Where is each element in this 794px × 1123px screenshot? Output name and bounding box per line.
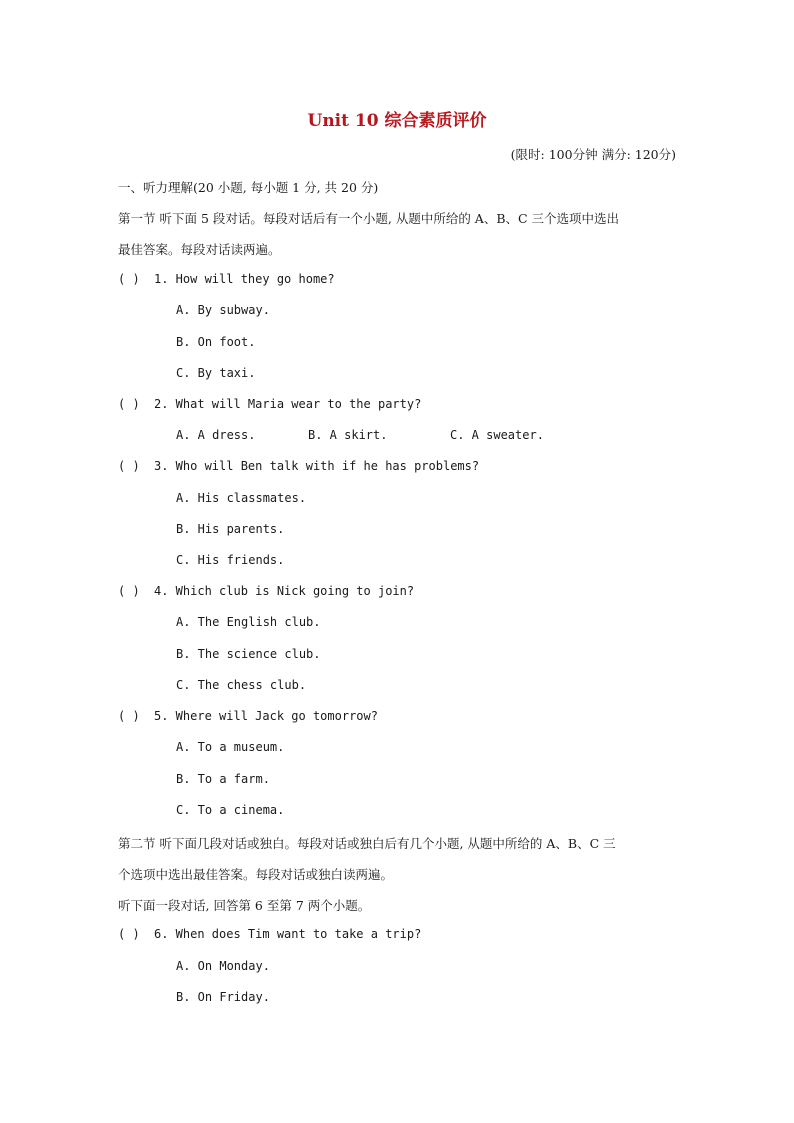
option-c: C. To a cinema. [176, 803, 285, 817]
option-b: B. On foot. [176, 335, 256, 349]
time-limit: (限时: 100分钟 满分: 120分) [510, 147, 676, 162]
question-1 [118, 272, 335, 286]
question-stem: 1. How will they go home? [154, 272, 335, 286]
question-6 [118, 927, 421, 941]
answer-blank[interactable]: ( ) [118, 709, 140, 723]
section-heading: 一、听力理解(20 小题, 每小题 1 分, 共 20 分) [118, 180, 379, 195]
option-b: B. To a farm. [176, 772, 270, 786]
question-4 [118, 584, 414, 598]
options-row [176, 428, 544, 442]
question-2 [118, 397, 421, 411]
option-a: A. By subway. [176, 303, 270, 317]
answer-blank[interactable]: ( ) [118, 459, 140, 473]
question-stem: 2. What will Maria wear to the party? [154, 397, 422, 411]
question-stem: 5. Where will Jack go tomorrow? [154, 709, 378, 723]
page-title: Unit 10 综合素质评价 [307, 111, 487, 131]
answer-blank[interactable]: ( ) [118, 272, 140, 286]
answer-blank[interactable]: ( ) [118, 927, 140, 941]
option-c: C. By taxi. [176, 366, 256, 380]
part2-instruction-line2: 个选项中选出最佳答案。每段对话或独白读两遍。 [118, 867, 394, 882]
option-a: A. His classmates. [176, 491, 307, 505]
answer-blank[interactable]: ( ) [118, 584, 140, 598]
option-c: C. The chess club. [176, 678, 307, 692]
option-c: C. His friends. [176, 553, 285, 567]
option-c: C. A sweater. [450, 428, 544, 442]
option-b: B. On Friday. [176, 990, 270, 1004]
question-5 [118, 709, 378, 723]
answer-blank[interactable]: ( ) [118, 397, 140, 411]
question-stem: 6. When does Tim want to take a trip? [154, 927, 422, 941]
option-a: A. On Monday. [176, 959, 270, 973]
question-stem: 4. Which club is Nick going to join? [154, 584, 415, 598]
option-a: A. The English club. [176, 615, 321, 629]
part2-dialogue-instruction: 听下面一段对话, 回答第 6 至第 7 两个小题。 [118, 898, 371, 913]
option-a: A. To a museum. [176, 740, 285, 754]
part1-instruction-line1: 第一节 听下面 5 段对话。每段对话后有一个小题, 从题中所给的 A、B、C 三个选项中选出 [118, 211, 620, 226]
part1-instruction-line2: 最佳答案。每段对话读两遍。 [118, 242, 281, 257]
option-b: B. The science club. [176, 647, 321, 661]
option-a: A. A dress. [176, 428, 256, 442]
question-stem: 3. Who will Ben talk with if he has problems? [154, 459, 480, 473]
option-b: B. His parents. [176, 522, 285, 536]
part2-instruction-line1: 第二节 听下面几段对话或独白。每段对话或独白后有几个小题, 从题中所给的 A、B、C 三 [118, 836, 616, 851]
question-3 [118, 459, 479, 473]
option-b: B. A skirt. [308, 428, 388, 442]
